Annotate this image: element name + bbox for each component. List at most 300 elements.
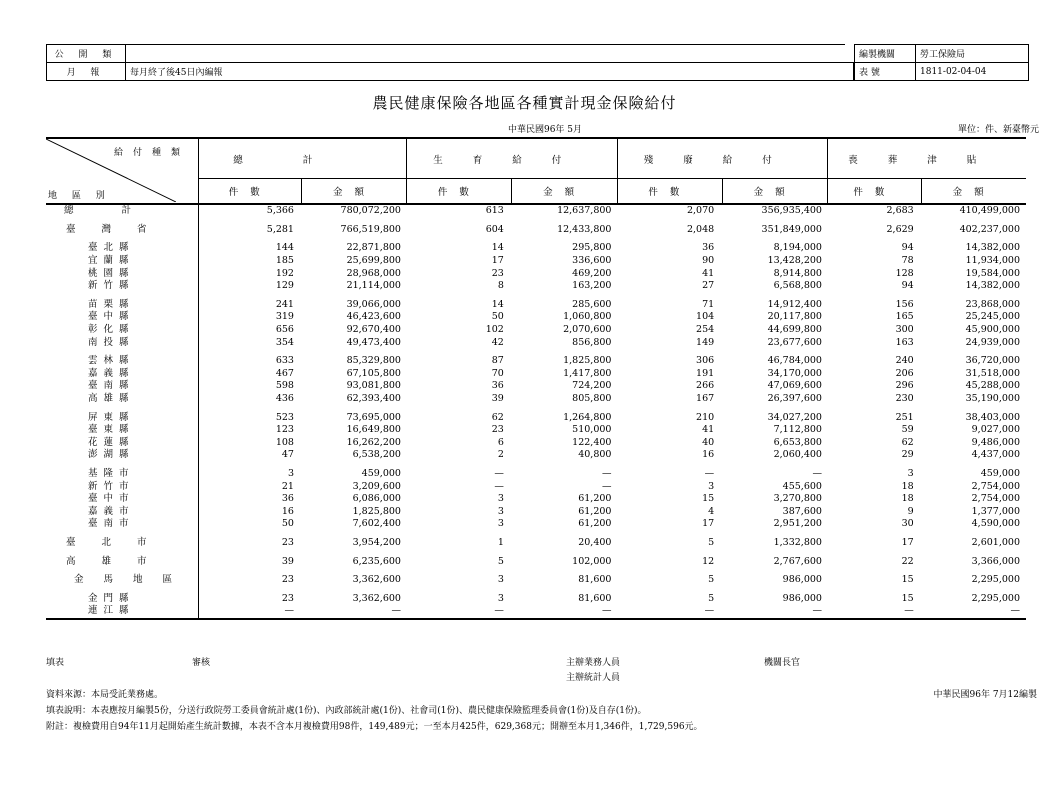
table-row [46, 574, 1026, 587]
col-amount: 金額 [302, 179, 407, 205]
amount-cell: 2,060,400 [773, 449, 822, 461]
amount-cell: 6,086,000 [352, 493, 401, 505]
amount-cell: 45,900,000 [965, 324, 1020, 336]
business-officer-label: 主辦業務人員 [566, 658, 621, 668]
amount-cell: 1,377,000 [971, 505, 1020, 517]
amount-cell: 6,568,800 [773, 280, 822, 292]
amount-cell: 780,072,200 [340, 205, 401, 217]
count-cell: 613 [485, 205, 504, 217]
count-cell: 2,629 [886, 223, 914, 235]
amount-cell: 1,332,800 [773, 536, 822, 548]
amount-cell: 38,403,000 [965, 411, 1020, 423]
count-cell: 185 [275, 255, 294, 267]
amount-cell: 8,194,000 [773, 242, 822, 254]
count-cell: 8 [497, 280, 504, 292]
table-row [46, 480, 1026, 493]
count-cell: 39 [491, 393, 504, 405]
col-count: 件數 [617, 179, 722, 205]
count-cell: 29 [901, 449, 914, 461]
count-cell: 23 [491, 424, 504, 436]
amount-cell: 856,800 [572, 336, 612, 348]
table-row [46, 224, 1026, 237]
region-name: 高雄市 [46, 555, 199, 568]
amount-cell: 16,262,200 [346, 436, 401, 448]
region-name: 彰化縣 [46, 324, 199, 337]
count-cell: 17 [702, 518, 715, 530]
count-cell: 15 [901, 574, 914, 586]
table-row [46, 493, 1026, 506]
amount-cell: 12,433,800 [557, 223, 612, 235]
amount-cell: 4,590,000 [971, 518, 1020, 530]
region-name: 新竹市 [46, 480, 199, 493]
count-cell: 71 [702, 298, 715, 310]
region-name: 臺東縣 [46, 424, 199, 437]
amount-cell: 92,670,400 [346, 324, 401, 336]
amount-cell: 3,270,800 [773, 493, 822, 505]
amount-cell: 12,637,800 [557, 205, 612, 217]
amount-cell: 23,868,000 [965, 298, 1020, 310]
group-total: 總計 [199, 138, 407, 179]
count-cell: 206 [895, 367, 914, 379]
region-name: 臺南縣 [46, 380, 199, 393]
amount-cell: 2,295,000 [971, 574, 1020, 586]
table-row [46, 204, 1026, 218]
count-cell: 3 [497, 493, 504, 505]
amount-cell: 26,397,600 [767, 393, 822, 405]
count-cell: 192 [275, 267, 294, 279]
count-cell: — [494, 467, 504, 479]
compiled-date: 中華民國96年 7月12編製 [933, 690, 1037, 700]
count-cell: 36 [702, 242, 715, 254]
count-cell: 598 [275, 380, 294, 392]
count-cell: 1 [497, 536, 504, 548]
table-row [46, 592, 1026, 605]
amount-cell: 34,027,200 [767, 411, 822, 423]
amount-cell: 13,428,200 [767, 255, 822, 267]
table-row [46, 518, 1026, 531]
region-name: 桃園縣 [46, 267, 199, 280]
amount-cell: 19,584,000 [965, 267, 1020, 279]
count-cell: 36 [491, 380, 504, 392]
amount-cell: 336,600 [572, 255, 612, 267]
table-row [46, 605, 1026, 619]
region-name: 花蓮縣 [46, 437, 199, 450]
table-row [46, 411, 1026, 424]
amount-cell: 7,602,400 [352, 518, 401, 530]
table-row [46, 336, 1026, 349]
table-row [46, 324, 1026, 337]
count-cell: 23 [491, 267, 504, 279]
amount-cell: 459,000 [361, 467, 401, 479]
amount-cell: 14,382,000 [965, 280, 1020, 292]
amount-cell: 45,288,000 [965, 380, 1020, 392]
count-cell: 167 [696, 393, 715, 405]
amount-cell: 285,600 [572, 298, 612, 310]
amount-cell: 1,825,800 [352, 505, 401, 517]
reviewer-label: 審核 [192, 658, 211, 668]
count-cell: 5 [708, 536, 715, 548]
count-cell: 3 [497, 592, 504, 604]
count-cell: 3 [708, 480, 715, 492]
region-name: 雲林縣 [46, 355, 199, 368]
amount-cell: 4,437,000 [971, 449, 1020, 461]
amount-cell: 6,235,600 [352, 555, 401, 567]
region-name: 澎湖縣 [46, 449, 199, 462]
count-cell: 90 [702, 255, 715, 267]
count-cell: 14 [491, 298, 504, 310]
amount-cell: 67,105,800 [346, 367, 401, 379]
count-cell: 633 [275, 355, 294, 367]
amount-cell: 766,519,800 [340, 223, 401, 235]
region-name: 高雄縣 [46, 393, 199, 406]
amount-cell: 2,951,200 [773, 518, 822, 530]
amount-cell: 2,754,000 [971, 493, 1020, 505]
count-cell: 9 [907, 505, 914, 517]
count-cell: 354 [275, 336, 294, 348]
count-cell: 2,070 [686, 205, 715, 217]
amount-cell: 295,800 [572, 242, 612, 254]
amount-cell: 25,699,800 [346, 255, 401, 267]
count-cell: 156 [895, 298, 914, 310]
table-row [46, 424, 1026, 437]
table-body [46, 204, 1026, 619]
amount-cell: 2,295,000 [971, 592, 1020, 604]
count-cell: 5 [708, 574, 715, 586]
col-amount: 金額 [722, 179, 828, 205]
amount-cell: 3,362,600 [352, 592, 401, 604]
amount-cell: — [601, 480, 612, 492]
amount-cell: 7,112,800 [773, 424, 822, 436]
amount-cell: 986,000 [782, 592, 822, 604]
count-cell: 210 [696, 411, 715, 423]
count-cell: 300 [895, 324, 914, 336]
amount-cell: 1,060,800 [563, 311, 612, 323]
amount-cell: 469,200 [572, 267, 612, 279]
report-schedule: 每月終了後45日內編報 [126, 63, 854, 81]
count-cell: 165 [895, 311, 914, 323]
amount-cell: 81,600 [578, 592, 612, 604]
amount-cell: 61,200 [578, 518, 612, 530]
count-cell: 14 [491, 242, 504, 254]
region-name: 連江縣 [46, 605, 199, 619]
table-row [46, 299, 1026, 312]
count-cell: — [284, 605, 294, 617]
count-cell: 42 [491, 336, 504, 348]
count-cell: 16 [281, 505, 294, 517]
table-row [46, 393, 1026, 406]
table-row [46, 311, 1026, 324]
unit-label: 單位：件、新臺幣元 [957, 125, 1039, 135]
table-row [46, 267, 1026, 280]
count-cell: 306 [696, 355, 715, 367]
count-cell: 191 [696, 367, 715, 379]
amount-cell: 2,070,600 [563, 324, 612, 336]
report-period: 中華民國96年 5月 [507, 125, 583, 135]
count-cell: 129 [275, 280, 294, 292]
amount-cell: — [812, 467, 822, 479]
count-cell: 23 [281, 592, 294, 604]
table-row [46, 555, 1026, 568]
amount-cell: 46,784,000 [767, 355, 822, 367]
col-count: 件數 [828, 179, 922, 205]
count-cell: 50 [491, 311, 504, 323]
region-name: 總計 [46, 204, 199, 218]
public-type-label: 公 開 類 [47, 45, 126, 63]
table-row [46, 242, 1026, 255]
data-source: 資料來源：本局受託業務處。 [46, 690, 164, 700]
count-cell: 40 [702, 436, 715, 448]
count-cell: 2,048 [686, 223, 715, 235]
col-count: 件數 [199, 179, 302, 205]
count-cell: 3 [287, 467, 294, 479]
amount-cell: 6,653,800 [773, 436, 822, 448]
count-cell: 230 [895, 393, 914, 405]
count-cell: 296 [895, 380, 914, 392]
amount-cell: 122,400 [572, 436, 612, 448]
group-funeral: 喪葬津貼 [828, 138, 1026, 179]
count-cell: 22 [901, 555, 914, 567]
count-cell: 59 [901, 424, 914, 436]
amount-cell: 61,200 [578, 493, 612, 505]
count-cell: 23 [281, 536, 294, 548]
count-cell: 2,683 [886, 205, 914, 217]
amount-cell: 46,423,600 [346, 311, 401, 323]
count-cell: 3 [907, 467, 914, 479]
count-cell: 15 [901, 592, 914, 604]
region-name: 新竹縣 [46, 280, 199, 293]
count-cell: 3 [497, 505, 504, 517]
table-row [46, 537, 1026, 550]
header-corner [46, 138, 199, 204]
region-name: 嘉義市 [46, 505, 199, 518]
count-cell: 241 [275, 298, 294, 310]
amount-cell: 986,000 [782, 574, 822, 586]
amount-cell: 510,000 [572, 424, 612, 436]
count-cell: 39 [281, 555, 294, 567]
amount-cell: 1,417,800 [563, 367, 612, 379]
count-cell: 2 [497, 449, 504, 461]
count-cell: 5,366 [266, 205, 294, 217]
amount-cell: 163,200 [572, 280, 612, 292]
amount-cell: 356,935,400 [761, 205, 822, 217]
count-cell: 18 [901, 480, 914, 492]
count-cell: 5 [497, 555, 504, 567]
count-cell: 467 [275, 367, 294, 379]
count-cell: 4 [708, 505, 715, 517]
amount-cell: 93,081,800 [346, 380, 401, 392]
benefits-table [46, 137, 1026, 620]
region-name: 嘉義縣 [46, 368, 199, 381]
amount-cell: 2,601,000 [971, 536, 1020, 548]
amount-cell: 47,069,600 [767, 380, 822, 392]
count-cell: 104 [696, 311, 715, 323]
amount-cell: 11,934,000 [965, 255, 1020, 267]
region-name: 臺中市 [46, 493, 199, 506]
amount-cell: 40,800 [578, 449, 612, 461]
region-name: 臺南市 [46, 518, 199, 531]
count-cell: 5 [708, 592, 715, 604]
count-cell: 240 [895, 355, 914, 367]
amount-cell: 14,382,000 [965, 242, 1020, 254]
count-cell: 47 [281, 449, 294, 461]
count-cell: 5,281 [266, 223, 294, 235]
amount-cell: 21,114,000 [346, 280, 401, 292]
table-row [46, 280, 1026, 293]
amount-cell: 62,393,400 [346, 393, 401, 405]
amount-cell: 2,767,600 [773, 555, 822, 567]
count-cell: 16 [702, 449, 715, 461]
stats-officer-label: 主辦統計人員 [566, 673, 621, 683]
region-name: 屏東縣 [46, 411, 199, 424]
amount-cell: 61,200 [578, 505, 612, 517]
table-row [46, 437, 1026, 450]
col-amount: 金額 [922, 179, 1026, 205]
count-cell: — [704, 605, 715, 617]
count-cell: 3 [497, 574, 504, 586]
region-label: 地 區 別 [48, 191, 111, 201]
table-row [46, 255, 1026, 268]
region-name: 宜蘭縣 [46, 255, 199, 268]
amount-cell: 25,245,000 [965, 311, 1020, 323]
report-type-label: 月 報 [47, 63, 126, 81]
amount-cell: 35,190,000 [965, 393, 1020, 405]
col-count: 件數 [407, 179, 512, 205]
count-cell: 41 [702, 267, 715, 279]
amount-cell: 3,366,000 [971, 555, 1020, 567]
count-cell: 15 [702, 493, 715, 505]
count-cell: 36 [281, 493, 294, 505]
count-cell: 50 [281, 518, 294, 530]
amount-cell: 22,871,800 [346, 242, 401, 254]
amount-cell: 351,849,000 [761, 223, 822, 235]
count-cell: — [904, 605, 914, 617]
count-cell: 163 [895, 336, 914, 348]
count-cell: 41 [702, 424, 715, 436]
amount-cell: — [601, 605, 612, 617]
amount-cell: 9,486,000 [971, 436, 1020, 448]
count-cell: 17 [901, 536, 914, 548]
count-cell: — [494, 480, 504, 492]
amount-cell: 34,170,000 [767, 367, 822, 379]
count-cell: — [704, 467, 715, 479]
count-cell: — [494, 605, 504, 617]
amount-cell: 387,600 [782, 505, 822, 517]
count-cell: 436 [275, 393, 294, 405]
head-label: 機關長官 [764, 658, 801, 668]
amount-cell: 20,400 [578, 536, 612, 548]
amount-cell: 2,754,000 [971, 480, 1020, 492]
count-cell: 319 [275, 311, 294, 323]
page-title: 農民健康保險各地區各種實計現金保險給付 [372, 94, 677, 112]
count-cell: 123 [275, 424, 294, 436]
count-cell: 23 [281, 574, 294, 586]
region-name: 苗栗縣 [46, 299, 199, 312]
amount-cell: — [812, 605, 822, 617]
region-name: 臺北縣 [46, 242, 199, 255]
count-cell: 87 [491, 355, 504, 367]
amount-cell: 459,000 [980, 467, 1020, 479]
count-cell: 144 [275, 242, 294, 254]
count-cell: 128 [895, 267, 914, 279]
amount-cell: 805,800 [572, 393, 612, 405]
form-number-label: 表 號 [855, 63, 916, 81]
table-row [46, 368, 1026, 381]
table-row [46, 449, 1026, 462]
count-cell: 251 [895, 411, 914, 423]
count-cell: 254 [696, 324, 715, 336]
region-name: 臺灣省 [46, 224, 199, 237]
benefit-type-label: 給付種類 [114, 148, 191, 158]
amount-cell: — [601, 467, 612, 479]
amount-cell: 402,237,000 [959, 223, 1020, 235]
count-cell: 21 [281, 480, 294, 492]
amount-cell: 28,968,000 [346, 267, 401, 279]
amount-cell: 44,699,800 [767, 324, 822, 336]
instructions-note: 填表說明：本表應按月編製5份，分送行政院勞工委員會統計處(1份)、內政部統計處(1份)、社會司(1份)、農民健康保險監理委員會(1份)及自存(1份)。 [46, 706, 647, 716]
amount-cell: 1,264,800 [563, 411, 612, 423]
region-name: 金門縣 [46, 592, 199, 605]
count-cell: 656 [275, 324, 294, 336]
count-cell: 62 [491, 411, 504, 423]
table-row [46, 380, 1026, 393]
count-cell: 3 [497, 518, 504, 530]
count-cell: 108 [275, 436, 294, 448]
amount-cell: 455,600 [782, 480, 822, 492]
amount-cell: 3,954,200 [352, 536, 401, 548]
meta-right-table [854, 44, 1029, 81]
count-cell: 78 [901, 255, 914, 267]
amount-cell: 410,499,000 [959, 205, 1020, 217]
count-cell: 149 [696, 336, 715, 348]
amount-cell: 73,695,000 [346, 411, 401, 423]
count-cell: 62 [901, 436, 914, 448]
group-disability: 殘廢給付 [617, 138, 828, 179]
amount-cell: 85,329,800 [346, 355, 401, 367]
count-cell: 18 [901, 493, 914, 505]
amount-cell: 16,649,800 [346, 424, 401, 436]
amount-cell: 36,720,000 [965, 355, 1020, 367]
region-name: 南投縣 [46, 336, 199, 349]
amount-cell: 49,473,400 [346, 336, 401, 348]
amount-cell: 3,362,600 [352, 574, 401, 586]
region-name: 臺北市 [46, 537, 199, 550]
amount-cell: 1,825,800 [563, 355, 612, 367]
form-number-value: 1811-02-04-04 [916, 63, 1029, 81]
table-row [46, 468, 1026, 481]
amount-cell: 8,914,800 [773, 267, 822, 279]
table-row [46, 505, 1026, 518]
region-name: 臺中縣 [46, 311, 199, 324]
region-name: 金馬地區 [46, 574, 199, 587]
count-cell: 6 [497, 436, 504, 448]
remark-note: 附註：複檢費用自94年11月起開始產生統計數據，本表不含本月複檢費用98件，149,489元；一至本月425件，629,368元；開辦至本月1,346件，1,729,596元。 [46, 722, 703, 732]
filler-label: 填表 [46, 658, 65, 668]
amount-cell: 3,209,600 [352, 480, 401, 492]
count-cell: 70 [491, 367, 504, 379]
amount-cell: 14,912,400 [767, 298, 822, 310]
count-cell: 94 [901, 280, 914, 292]
amount-cell: 9,027,000 [971, 424, 1020, 436]
count-cell: 102 [485, 324, 504, 336]
amount-cell: 6,538,200 [352, 449, 401, 461]
amount-cell: 23,677,600 [767, 336, 822, 348]
amount-cell: — [391, 605, 401, 617]
count-cell: 27 [702, 280, 715, 292]
amount-cell: 31,518,000 [965, 367, 1020, 379]
table-row [46, 355, 1026, 368]
region-name: 基隆市 [46, 468, 199, 481]
amount-cell: 724,200 [572, 380, 612, 392]
